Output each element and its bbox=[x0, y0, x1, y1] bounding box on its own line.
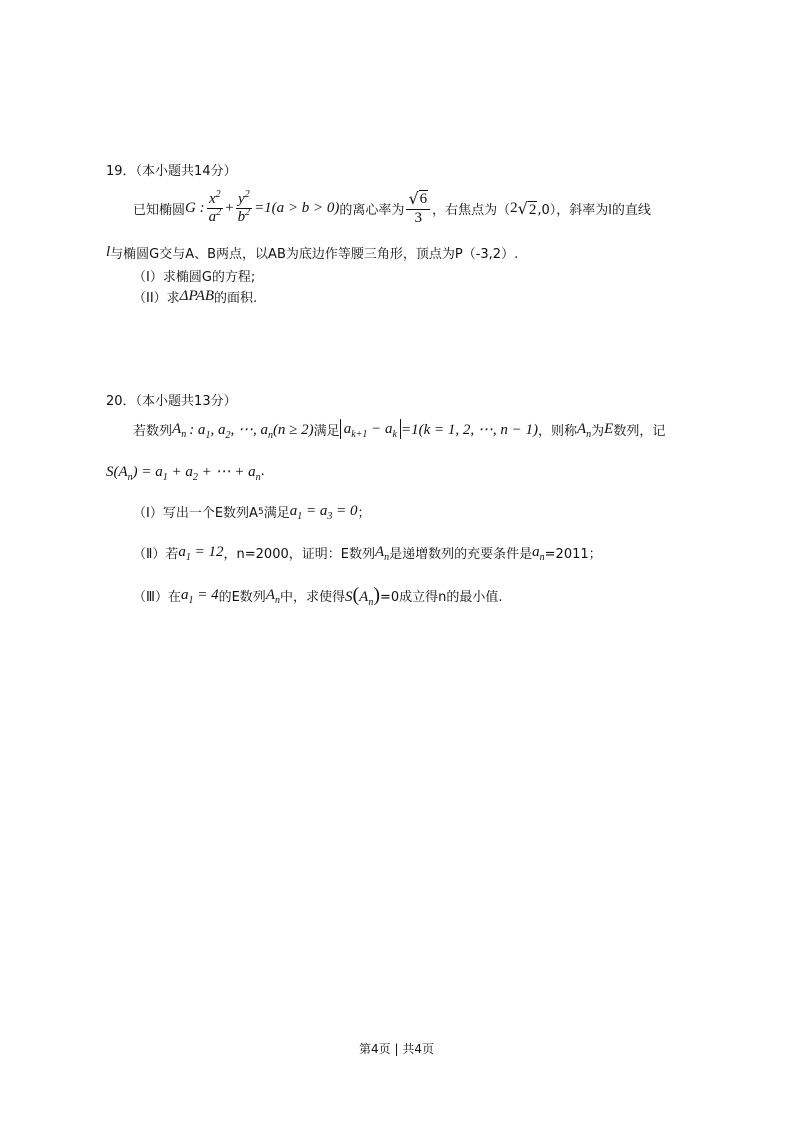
q19-header: 19．（本小题共14分） bbox=[106, 164, 237, 179]
q20-statement-line1: 若数列 $A_n$ : $a_1$, $a_2$, ⋯, $a_n(n \ge 2)$ 满足 $a_{k+1} - a_k$ =1(k = 1, 2, ⋯, n − 1) ，则称 $A_n$ 为 E 数列，记 bbox=[133, 420, 666, 441]
E-letter: E bbox=[604, 420, 614, 437]
q19-intro: 已知椭圆 bbox=[133, 203, 186, 218]
q20-statement-line2: $S(A_n) = a_1 + a_2$ + ⋯ + $a_n$ . bbox=[106, 464, 265, 483]
q20-part2: （Ⅱ）若 $a_1 = 12$ ，n=2000，证明：E数列 $A_n$ 是递增数列的充要条件是 $a_n$ =2011； bbox=[133, 544, 602, 563]
ellipse-frac-y: $\frac{y^2}{b^2}$ bbox=[237, 189, 251, 225]
eccentricity-label: 的离心率为 bbox=[339, 203, 405, 218]
q19-part2: （II）求 ΔPAB 的面积. bbox=[133, 288, 258, 306]
q19-G: G : bbox=[185, 200, 205, 216]
q19-statement-line2 bbox=[106, 243, 518, 262]
abs-diff: $a_{k+1} - a_k$ bbox=[340, 419, 401, 439]
ellipse-frac-x: $\frac{x^2}{a^2}$ bbox=[208, 189, 222, 225]
line-l: l bbox=[106, 244, 111, 260]
page-footer: 第4页 | 共4页 bbox=[359, 1042, 434, 1056]
q20-part1: （Ⅰ）写出一个E数列A 5 满足 $a_1 = a_3 = 0$ ； bbox=[133, 503, 371, 522]
q19-statement-line1 bbox=[133, 190, 651, 227]
plus-sign: + bbox=[225, 200, 234, 216]
triangle-pab: ΔPAB bbox=[179, 288, 215, 304]
q19-part1: （I）求椭圆G的方程; bbox=[133, 270, 256, 285]
focus-label: ，右焦点为（ bbox=[432, 203, 511, 218]
focus-sqrt: √ 2 bbox=[517, 199, 537, 218]
focus-coef: 2 bbox=[510, 200, 518, 216]
eccentricity-value: √ 6 3 bbox=[406, 190, 430, 227]
ellipse-condition: =1(a > b > 0) bbox=[254, 200, 340, 216]
focus-end: ,0），斜率为l的直线 bbox=[537, 203, 651, 218]
q20-part3: （Ⅲ）在 $a_1 = 4$ 的E数列 $A_n$ 中，求使得 $S(A_n)$ =0成立得n的最小值. bbox=[133, 584, 503, 608]
q20-header: 20．（本小题共13分） bbox=[106, 394, 237, 409]
q19-line2-text: 与椭圆G交与A、B两点，以AB为底边作等腰三角形，顶点为P（-3,2）. bbox=[110, 247, 519, 262]
